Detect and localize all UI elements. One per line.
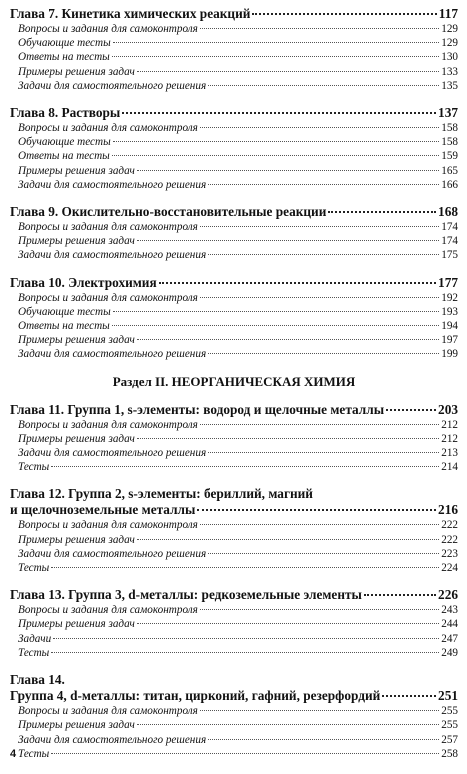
- dot-leader: [200, 28, 439, 29]
- toc-entry-title: Примеры решения задач: [18, 164, 135, 177]
- toc-entry-title: Задачи для самостоятельного решения: [18, 348, 207, 361]
- chapter-heading-title: Группа 4, d-металлы: титан, цирконий, гафний, резерфордий: [10, 688, 381, 704]
- dot-leader: [137, 170, 439, 171]
- toc-entry-page: 255: [441, 705, 458, 718]
- toc-chapter: [10, 105, 458, 192]
- chapter-heading: [10, 502, 458, 518]
- toc-part-b: [10, 402, 458, 761]
- chapter-heading: [10, 275, 458, 291]
- chapter-heading-title: Глава 9. Окислительно-восстановительные реакции: [10, 204, 327, 220]
- toc-entry: [10, 632, 458, 646]
- chapter-heading-page: 216: [438, 502, 458, 518]
- chapter-heading: [10, 204, 458, 220]
- dot-leader: [137, 71, 439, 72]
- toc-entry: [10, 333, 458, 347]
- dot-leader: [208, 184, 439, 185]
- toc-entry-title: Вопросы и задания для самоконтроля: [18, 122, 198, 135]
- chapter-heading-line: Глава 14.: [10, 672, 65, 688]
- dot-leader: [197, 509, 436, 511]
- dot-leader: [328, 211, 436, 213]
- toc-entry-title: Вопросы и задания для самоконтроля: [18, 519, 198, 532]
- toc-entry-page: 243: [441, 604, 458, 617]
- dot-leader: [200, 524, 439, 525]
- dot-leader: [112, 56, 439, 57]
- toc-entry: [10, 733, 458, 747]
- toc-entry-title: Примеры решения задач: [18, 334, 135, 347]
- toc-entry-page: 224: [441, 562, 458, 575]
- toc-entry-page: 166: [441, 178, 458, 191]
- chapter-heading: [10, 402, 458, 418]
- toc-entry-page: 214: [441, 461, 458, 474]
- dot-leader: [382, 695, 436, 697]
- toc-entry: [10, 135, 458, 149]
- chapter-heading-title: Глава 8. Растворы: [10, 105, 121, 121]
- chapter-heading-page: 137: [438, 105, 458, 121]
- toc-entry: [10, 149, 458, 163]
- toc-entry-page: 255: [441, 719, 458, 732]
- toc-entry: [10, 446, 458, 460]
- toc-entry-page: 222: [441, 519, 458, 532]
- dot-leader: [122, 112, 436, 114]
- toc-entry-page: 158: [441, 136, 458, 149]
- chapter-heading-page: 226: [438, 587, 458, 603]
- toc-entry: [10, 291, 458, 305]
- toc-entry: [10, 561, 458, 575]
- toc-entry-title: Задачи для самостоятельного решения: [18, 447, 207, 460]
- toc-entry: [10, 747, 458, 761]
- toc-entry: [10, 65, 458, 79]
- dot-leader: [208, 353, 439, 354]
- toc-entry-title: Задачи: [18, 632, 52, 645]
- dot-leader: [137, 724, 439, 725]
- toc-entry: [10, 220, 458, 234]
- toc-entry-title: Задачи для самостоятельного решения: [18, 178, 207, 191]
- toc-chapter: [10, 204, 458, 263]
- chapter-heading-page: 168: [438, 204, 458, 220]
- toc-chapter: [10, 275, 458, 362]
- chapter-heading: [10, 105, 458, 121]
- toc-entry: [10, 603, 458, 617]
- dot-leader: [200, 710, 439, 711]
- toc-entry: [10, 121, 458, 135]
- toc-entry-title: Вопросы и задания для самоконтроля: [18, 418, 198, 431]
- dot-leader: [51, 652, 439, 653]
- dot-leader: [113, 311, 440, 312]
- dot-leader: [137, 438, 439, 439]
- toc-entry: [10, 432, 458, 446]
- toc-entry-title: Примеры решения задач: [18, 533, 135, 546]
- chapter-heading-title: Глава 11. Группа 1, s-элементы: водород и щелочные металлы: [10, 401, 385, 417]
- table-of-contents: [10, 6, 458, 773]
- toc-entry-title: Тесты: [18, 646, 50, 659]
- dot-leader: [364, 594, 436, 596]
- chapter-heading-title: Глава 13. Группа 3, d-металлы: редкоземельные элементы: [10, 587, 362, 603]
- section-title: Раздел II. НЕОРГАНИЧЕСКАЯ ХИМИЯ: [112, 373, 356, 389]
- chapter-heading-title: Глава 7. Кинетика химических реакций: [10, 6, 251, 21]
- chapter-heading: [10, 587, 458, 603]
- toc-entry: [10, 164, 458, 178]
- toc-entry: [10, 79, 458, 93]
- chapter-heading-title: Глава 10. Электрохимия: [10, 274, 157, 290]
- toc-entry-title: Примеры решения задач: [18, 235, 135, 248]
- toc-entry-page: 249: [441, 646, 458, 659]
- toc-entry: [10, 617, 458, 631]
- toc-entry-title: Задачи для самостоятельного решения: [18, 249, 207, 262]
- toc-entry-page: 175: [441, 249, 458, 262]
- toc-entry: [10, 646, 458, 660]
- page-number: 4: [10, 748, 17, 760]
- toc-entry-title: Задачи для самостоятельного решения: [18, 79, 207, 92]
- toc-entry-page: 199: [441, 348, 458, 361]
- toc-entry-page: 129: [441, 23, 458, 35]
- toc-entry-page: 174: [441, 221, 458, 234]
- toc-entry-page: 222: [441, 533, 458, 546]
- toc-entry: [10, 22, 458, 36]
- toc-entry: [10, 718, 458, 732]
- chapter-heading-page: 117: [438, 6, 458, 21]
- toc-entry: [10, 533, 458, 547]
- toc-entry: [10, 460, 458, 474]
- toc-chapter: [10, 587, 458, 660]
- toc-entry-page: 257: [441, 733, 458, 746]
- toc-entry-page: 135: [441, 79, 458, 92]
- chapter-heading-title: и щелочноземельные металлы: [10, 502, 196, 518]
- toc-entry-page: 213: [441, 447, 458, 460]
- dot-leader: [208, 254, 439, 255]
- toc-entry: [10, 418, 458, 432]
- dot-leader: [159, 282, 436, 284]
- dot-leader: [386, 409, 436, 411]
- chapter-heading-page: 203: [438, 401, 458, 417]
- dot-leader: [252, 13, 436, 15]
- toc-chapter: [10, 672, 458, 761]
- toc-chapter: [10, 6, 458, 93]
- dot-leader: [208, 452, 439, 453]
- dot-leader: [112, 155, 439, 156]
- dot-leader: [51, 753, 439, 754]
- toc-entry: [10, 178, 458, 192]
- toc-entry-page: 212: [441, 432, 458, 445]
- toc-entry-page: 244: [441, 618, 458, 631]
- dot-leader: [51, 466, 439, 467]
- toc-entry-page: 174: [441, 235, 458, 248]
- toc-entry-title: Обучающие тесты: [18, 37, 111, 50]
- dot-leader: [200, 127, 439, 128]
- toc-entry-title: Обучающие тесты: [18, 136, 111, 149]
- dot-leader: [200, 424, 439, 425]
- toc-entry-page: 247: [441, 632, 458, 645]
- toc-entry-title: Вопросы и задания для самоконтроля: [18, 604, 198, 617]
- toc-entry-title: Задачи для самостоятельного решения: [18, 547, 207, 560]
- toc-entry-title: Примеры решения задач: [18, 719, 135, 732]
- toc-entry-page: 197: [441, 334, 458, 347]
- dot-leader: [51, 567, 439, 568]
- toc-entry-page: 192: [441, 291, 458, 304]
- toc-entry-title: Задачи для самостоятельного решения: [18, 733, 207, 746]
- toc-entry: [10, 248, 458, 262]
- dot-leader: [208, 553, 439, 554]
- toc-entry-page: 133: [441, 65, 458, 78]
- toc-entry-title: Ответы на тесты: [18, 51, 110, 64]
- dot-leader: [113, 42, 440, 43]
- toc-entry: [10, 36, 458, 50]
- toc-entry-page: 159: [441, 150, 458, 163]
- dot-leader: [137, 623, 439, 624]
- toc-entry-page: 194: [441, 320, 458, 333]
- toc-entry-title: Вопросы и задания для самоконтроля: [18, 291, 198, 304]
- toc-entry: [10, 319, 458, 333]
- toc-entry-title: Вопросы и задания для самоконтроля: [18, 221, 198, 234]
- toc-entry: [10, 547, 458, 561]
- dot-leader: [113, 141, 440, 142]
- chapter-heading: [10, 6, 458, 22]
- toc-entry-title: Примеры решения задач: [18, 432, 135, 445]
- toc-entry-title: Примеры решения задач: [18, 618, 135, 631]
- toc-entry-title: Ответы на тесты: [18, 320, 110, 333]
- toc-entry: [10, 347, 458, 361]
- dot-leader: [208, 85, 439, 86]
- toc-entry-title: Обучающие тесты: [18, 305, 111, 318]
- toc-entry-title: Вопросы и задания для самоконтроля: [18, 23, 198, 35]
- chapter-heading-line: Глава 12. Группа 2, s-элементы: бериллий, магний: [10, 486, 313, 502]
- dot-leader: [200, 609, 439, 610]
- chapter-heading: [10, 688, 458, 704]
- toc-part-a: [10, 6, 458, 362]
- toc-entry-page: 212: [441, 418, 458, 431]
- toc-entry-page: 258: [441, 747, 458, 760]
- toc-entry-title: Тесты: [18, 747, 50, 760]
- chapter-heading-page: 251: [438, 688, 458, 704]
- toc-entry-page: 165: [441, 164, 458, 177]
- dot-leader: [137, 539, 439, 540]
- toc-entry: [10, 704, 458, 718]
- dot-leader: [137, 339, 439, 340]
- toc-entry-title: Ответы на тесты: [18, 150, 110, 163]
- toc-chapter: [10, 486, 458, 575]
- dot-leader: [53, 638, 439, 639]
- chapter-heading-page: 177: [438, 274, 458, 290]
- dot-leader: [137, 240, 439, 241]
- toc-entry-title: Тесты: [18, 461, 50, 474]
- dot-leader: [208, 739, 439, 740]
- toc-entry: [10, 234, 458, 248]
- dot-leader: [200, 297, 439, 298]
- toc-entry-page: 158: [441, 122, 458, 135]
- dot-leader: [112, 325, 439, 326]
- toc-entry-page: 223: [441, 547, 458, 560]
- toc-entry: [10, 518, 458, 532]
- toc-entry-page: 130: [441, 51, 458, 64]
- toc-chapter: [10, 402, 458, 475]
- toc-entry-title: Примеры решения задач: [18, 65, 135, 78]
- toc-entry-title: Тесты: [18, 562, 50, 575]
- toc-entry: [10, 50, 458, 64]
- toc-entry: [10, 305, 458, 319]
- toc-entry-page: 129: [441, 37, 458, 50]
- toc-entry-page: 193: [441, 305, 458, 318]
- dot-leader: [200, 226, 439, 227]
- toc-entry-title: Вопросы и задания для самоконтроля: [18, 705, 198, 718]
